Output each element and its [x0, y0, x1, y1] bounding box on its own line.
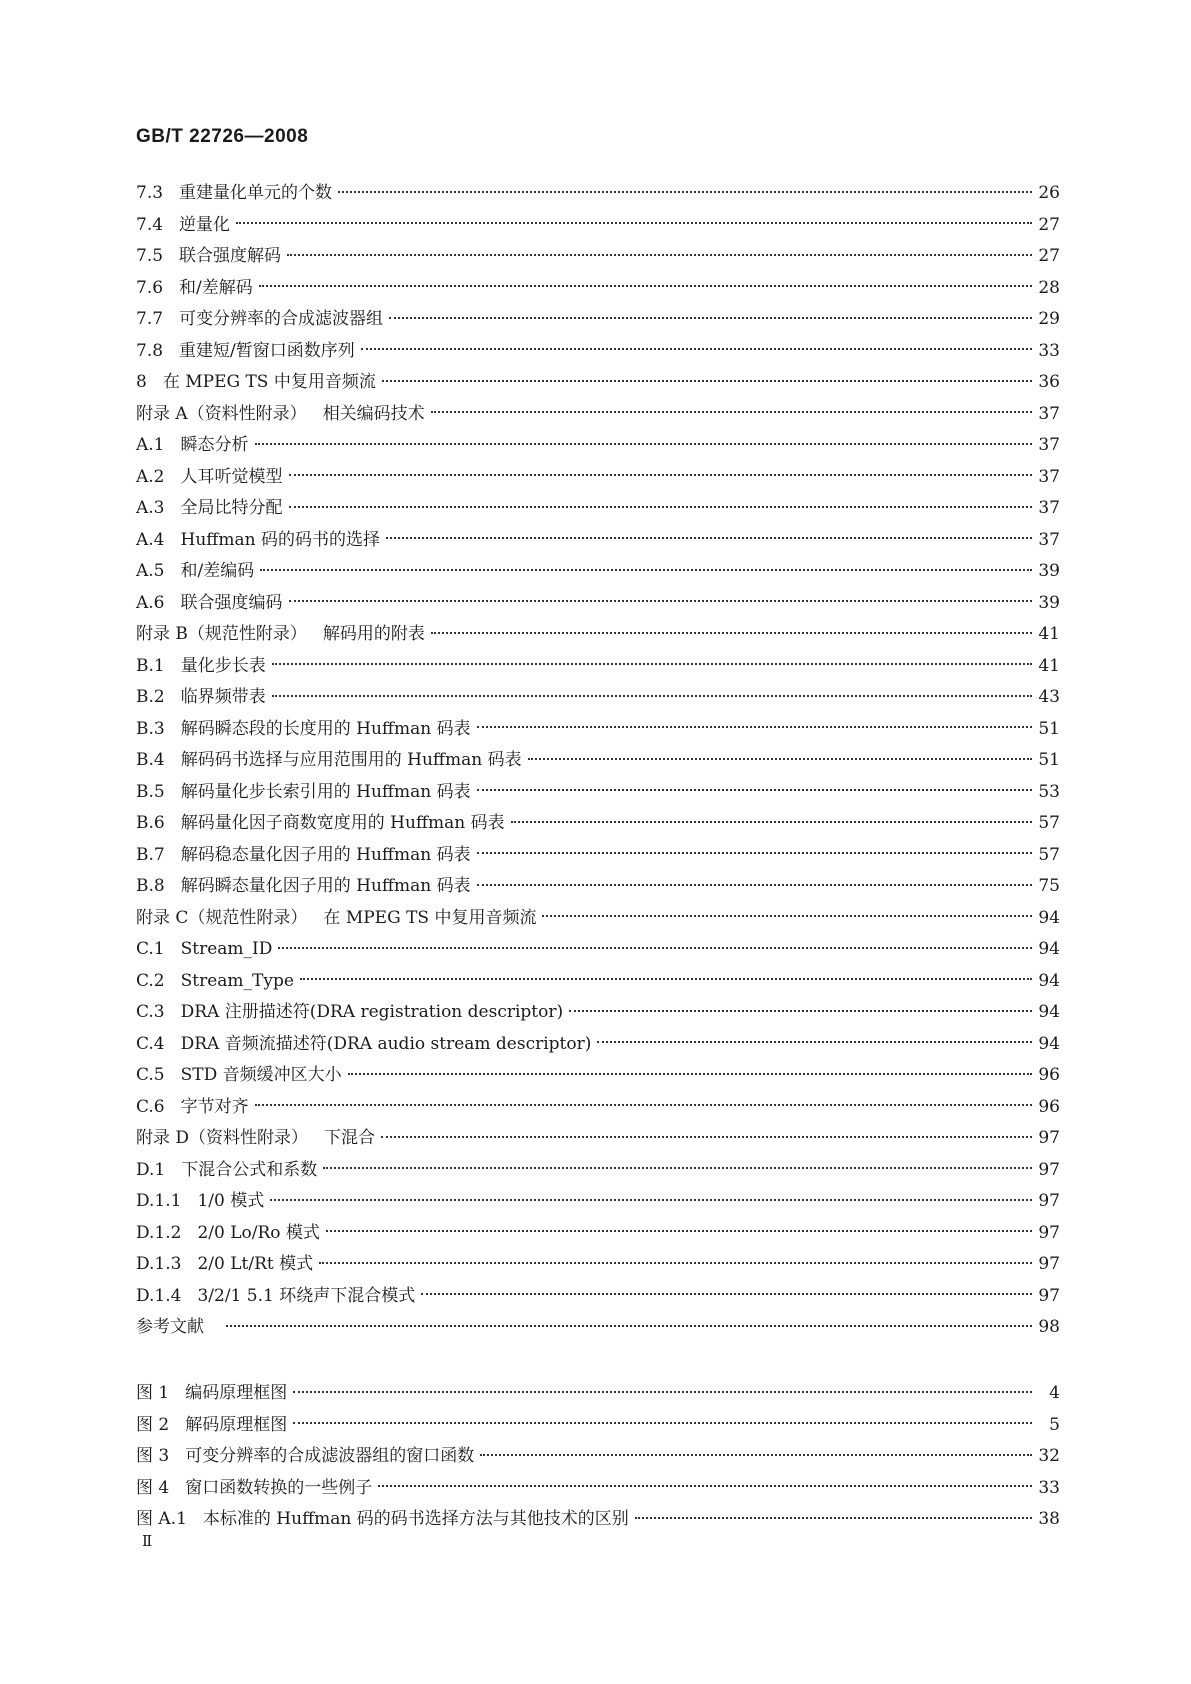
toc-entry[interactable]	[136, 1186, 1060, 1218]
entry-title: 2/0 Lt/Rt 模式	[197, 1254, 314, 1274]
entry-number: B.6	[136, 813, 165, 833]
entry-page: 57	[1038, 844, 1060, 865]
dot-leader	[326, 1230, 1032, 1232]
standard-code: GB/T 22726—2008	[136, 126, 309, 147]
entry-page: 96	[1038, 1096, 1060, 1117]
figure-entry[interactable]	[136, 1504, 1060, 1536]
entry-number: C.6	[136, 1096, 165, 1117]
toc-entry[interactable]	[136, 430, 1060, 462]
entry-page: 97	[1038, 1191, 1060, 1211]
entry-title: 人耳听觉模型	[180, 466, 283, 487]
entry-title: 和/差解码	[179, 277, 253, 298]
dot-leader	[361, 348, 1032, 350]
entry-page: 96	[1038, 1065, 1060, 1085]
entry-title: DRA 注册描述符(DRA registration descriptor)	[180, 1002, 564, 1022]
figure-entry[interactable]	[136, 1441, 1060, 1473]
dot-leader	[323, 1167, 1032, 1169]
dot-leader	[255, 1104, 1032, 1106]
entry-page: 36	[1038, 372, 1060, 392]
entry-number: 图 1	[136, 1383, 170, 1403]
toc-entry[interactable]	[136, 588, 1060, 620]
toc-entry[interactable]	[136, 241, 1060, 273]
page-number: Ⅱ	[142, 1532, 153, 1550]
entry-page: 97	[1038, 1285, 1060, 1306]
figure-entry[interactable]	[136, 1473, 1060, 1505]
toc-entry[interactable]	[136, 1312, 1060, 1344]
list-of-figures	[136, 1378, 1060, 1536]
entry-number: D.1.2	[136, 1222, 182, 1243]
entry-page: 29	[1038, 309, 1060, 329]
toc-entry[interactable]	[136, 367, 1060, 399]
dot-leader	[542, 915, 1032, 917]
toc-entry[interactable]	[136, 997, 1060, 1029]
dot-leader	[272, 695, 1032, 697]
toc-entry[interactable]	[136, 399, 1060, 431]
entry-title: 和/差编码	[180, 561, 255, 581]
dot-leader	[431, 411, 1032, 413]
entry-page: 37	[1038, 466, 1060, 487]
entry-number: B.2	[136, 687, 165, 707]
entry-page: 27	[1038, 214, 1060, 235]
toc-entry[interactable]	[136, 556, 1060, 588]
table-of-contents	[136, 178, 1060, 1344]
dot-leader	[278, 947, 1032, 949]
dot-leader	[511, 821, 1032, 823]
entry-number: D.1.3	[136, 1254, 182, 1274]
entry-number: B.8	[136, 876, 165, 896]
entry-page: 94	[1038, 1002, 1060, 1022]
entry-title: 在 MPEG TS 中复用音频流	[323, 907, 537, 928]
dot-leader	[382, 380, 1032, 382]
dot-leader	[389, 317, 1032, 319]
entry-number: D.1	[136, 1159, 166, 1180]
entry-page: 51	[1038, 718, 1060, 739]
dot-leader	[381, 1136, 1032, 1138]
toc-entry[interactable]	[136, 966, 1060, 998]
entry-number: 7.8	[136, 340, 164, 361]
entry-page: 37	[1038, 498, 1060, 518]
toc-entry[interactable]	[136, 1123, 1060, 1155]
toc-entry[interactable]	[136, 682, 1060, 714]
entry-page: 97	[1038, 1128, 1060, 1148]
dot-leader	[569, 1010, 1032, 1012]
toc-entry[interactable]	[136, 714, 1060, 746]
entry-number: 参考文献	[136, 1317, 204, 1337]
entry-number: 7.5	[136, 246, 164, 266]
entry-title: 解码用的附表	[322, 624, 425, 644]
entry-page: 53	[1038, 781, 1060, 802]
entry-title: 重建量化单元的个数	[179, 183, 333, 203]
entry-title: 解码瞬态段的长度用的 Huffman 码表	[180, 718, 471, 739]
entry-title: 可变分辨率的合成滤波器组	[179, 309, 384, 329]
dot-leader	[635, 1517, 1032, 1519]
entry-number: 7.6	[136, 277, 164, 298]
entry-number: C.4	[136, 1033, 165, 1054]
entry-title: 在 MPEG TS 中复用音频流	[162, 372, 376, 392]
toc-entry[interactable]	[136, 903, 1060, 935]
entry-number: 图 4	[136, 1477, 170, 1498]
dot-leader	[293, 1391, 1032, 1393]
entry-title: 下混合	[324, 1128, 376, 1148]
toc-entry[interactable]	[136, 1029, 1060, 1061]
toc-entry[interactable]	[136, 745, 1060, 777]
entry-page: 37	[1038, 529, 1060, 550]
entry-page: 43	[1038, 687, 1060, 707]
entry-title: Stream_ID	[180, 939, 273, 959]
toc-entry[interactable]	[136, 178, 1060, 210]
entry-page: 33	[1038, 1477, 1060, 1498]
entry-title: 联合强度编码	[180, 592, 283, 613]
entry-title: 编码原理框图	[185, 1383, 288, 1403]
entry-number: B.7	[136, 844, 165, 865]
toc-entry[interactable]	[136, 1281, 1060, 1313]
entry-number: 7.4	[136, 214, 164, 235]
entry-number: D.1.1	[136, 1191, 182, 1211]
dot-leader	[287, 254, 1032, 256]
entry-page: 38	[1038, 1509, 1060, 1529]
entry-page: 97	[1038, 1159, 1060, 1180]
dot-leader	[477, 789, 1032, 791]
dot-leader	[236, 222, 1032, 224]
dot-leader	[386, 537, 1032, 539]
dot-leader	[226, 1325, 1032, 1327]
entry-page: 39	[1038, 592, 1060, 613]
entry-page: 39	[1038, 561, 1060, 581]
dot-leader	[597, 1041, 1032, 1043]
entry-number: A.1	[136, 435, 165, 455]
toc-entry[interactable]	[136, 304, 1060, 336]
figure-entry[interactable]	[136, 1410, 1060, 1442]
toc-entry[interactable]	[136, 1155, 1060, 1187]
entry-number: 8	[136, 372, 147, 392]
entry-title: 解码码书选择与应用范围用的 Huffman 码表	[180, 750, 522, 770]
entry-title: 2/0 Lo/Ro 模式	[197, 1222, 320, 1243]
toc-entry[interactable]	[136, 871, 1060, 903]
entry-page: 37	[1038, 403, 1060, 424]
entry-page: 27	[1038, 246, 1060, 266]
entry-title: 3/2/1 5.1 环绕声下混合模式	[197, 1285, 416, 1306]
toc-entry[interactable]	[136, 336, 1060, 368]
entry-title: 解码稳态量化因子用的 Huffman 码表	[180, 844, 471, 865]
toc-entry[interactable]	[136, 619, 1060, 651]
dot-leader	[289, 474, 1033, 476]
entry-number: B.1	[136, 655, 165, 676]
entry-title: 联合强度解码	[179, 246, 282, 266]
entry-page: 98	[1038, 1317, 1060, 1337]
entry-page: 94	[1038, 907, 1060, 928]
entry-page: 94	[1038, 1033, 1060, 1054]
entry-number: A.2	[136, 466, 165, 487]
dot-leader	[480, 1454, 1032, 1456]
dot-leader	[477, 852, 1032, 854]
entry-title: 全局比特分配	[180, 498, 283, 518]
entry-number: 附录 B（规范性附录）	[136, 624, 307, 644]
entry-number: 7.7	[136, 309, 164, 329]
entry-number: C.3	[136, 1002, 165, 1022]
entry-title: 临界频带表	[180, 687, 266, 707]
entry-page: 94	[1038, 939, 1060, 959]
entry-title: 字节对齐	[180, 1096, 249, 1117]
entry-title: 解码量化因子商数宽度用的 Huffman 码表	[180, 813, 505, 833]
entry-title: STD 音频缓冲区大小	[180, 1065, 342, 1085]
entry-title: 本标准的 Huffman 码的码书选择方法与其他技术的区别	[202, 1509, 629, 1529]
entry-number: 附录 D（资料性附录）	[136, 1128, 309, 1148]
entry-page: 28	[1038, 277, 1060, 298]
entry-page: 41	[1038, 655, 1060, 676]
entry-title: 窗口函数转换的一些例子	[185, 1477, 373, 1498]
entry-title: 解码瞬态量化因子用的 Huffman 码表	[180, 876, 471, 896]
dot-leader	[289, 506, 1033, 508]
dot-leader	[293, 1422, 1032, 1424]
dot-leader	[348, 1073, 1032, 1075]
entry-title: 1/0 模式	[197, 1191, 265, 1211]
entry-page: 75	[1038, 876, 1060, 896]
dot-leader	[255, 443, 1033, 445]
dot-leader	[378, 1485, 1032, 1487]
entry-number: A.3	[136, 498, 165, 518]
toc-entry[interactable]	[136, 1249, 1060, 1281]
entry-number: B.4	[136, 750, 165, 770]
dot-leader	[270, 1199, 1032, 1201]
toc-entry[interactable]	[136, 840, 1060, 872]
entry-page: 57	[1038, 813, 1060, 833]
figure-entry[interactable]	[136, 1378, 1060, 1410]
entry-number: 附录 A（资料性附录）	[136, 403, 307, 424]
entry-title: 量化步长表	[180, 655, 266, 676]
entry-number: 图 3	[136, 1446, 170, 1466]
entry-page: 51	[1038, 750, 1060, 770]
entry-number: 7.3	[136, 183, 164, 203]
toc-entry[interactable]	[136, 210, 1060, 242]
entry-number: 附录 C（规范性附录）	[136, 907, 308, 928]
entry-title: 解码量化步长索引用的 Huffman 码表	[180, 781, 471, 802]
entry-title: Stream_Type	[180, 970, 294, 991]
entry-page: 37	[1038, 435, 1060, 455]
entry-number: 图 A.1	[136, 1509, 187, 1529]
toc-entry[interactable]	[136, 462, 1060, 494]
entry-number: B.3	[136, 718, 165, 739]
entry-number: 图 2	[136, 1414, 170, 1435]
entry-number: A.6	[136, 592, 165, 613]
toc-entry[interactable]	[136, 273, 1060, 305]
entry-title: 解码原理框图	[185, 1414, 288, 1435]
entry-title: 可变分辨率的合成滤波器组的窗口函数	[185, 1446, 475, 1466]
dot-leader	[272, 663, 1032, 665]
entry-page: 41	[1038, 624, 1060, 644]
toc-entry[interactable]	[136, 1218, 1060, 1250]
toc-entry[interactable]	[136, 934, 1060, 966]
entry-number: B.5	[136, 781, 165, 802]
entry-page: 94	[1038, 970, 1060, 991]
entry-number: C.5	[136, 1065, 165, 1085]
entry-number: D.1.4	[136, 1285, 182, 1306]
toc-entry[interactable]	[136, 493, 1060, 525]
entry-number: A.5	[136, 561, 165, 581]
toc-entry[interactable]	[136, 777, 1060, 809]
toc-entry[interactable]	[136, 1092, 1060, 1124]
dot-leader	[477, 884, 1032, 886]
dot-leader	[528, 758, 1032, 760]
entry-page: 33	[1038, 340, 1060, 361]
entry-title: 重建短/暂窗口函数序列	[179, 340, 355, 361]
entry-page: 5	[1049, 1414, 1060, 1435]
dot-leader	[300, 978, 1032, 980]
dot-leader	[338, 191, 1032, 193]
dot-leader	[319, 1262, 1032, 1264]
toc-entry[interactable]	[136, 1060, 1060, 1092]
entry-page: 26	[1038, 183, 1060, 203]
entry-title: 逆量化	[179, 214, 231, 235]
dot-leader	[421, 1293, 1032, 1295]
toc-entry[interactable]	[136, 808, 1060, 840]
dot-leader	[259, 285, 1032, 287]
entry-title: 下混合公式和系数	[181, 1159, 318, 1180]
dot-leader	[477, 726, 1032, 728]
entry-number: C.1	[136, 939, 165, 959]
entry-page: 4	[1049, 1383, 1060, 1403]
entry-title: 瞬态分析	[180, 435, 249, 455]
toc-entry[interactable]	[136, 651, 1060, 683]
entry-number: C.2	[136, 970, 165, 991]
entry-page: 97	[1038, 1222, 1060, 1243]
entry-title: Huffman 码的码书的选择	[180, 529, 380, 550]
entry-number: A.4	[136, 529, 165, 550]
entry-page: 32	[1038, 1446, 1060, 1466]
dot-leader	[260, 569, 1032, 571]
dot-leader	[289, 600, 1033, 602]
entry-title: 相关编码技术	[322, 403, 425, 424]
entry-page: 97	[1038, 1254, 1060, 1274]
toc-entry[interactable]	[136, 525, 1060, 557]
dot-leader	[431, 632, 1032, 634]
entry-title: DRA 音频流描述符(DRA audio stream descriptor)	[180, 1033, 592, 1054]
